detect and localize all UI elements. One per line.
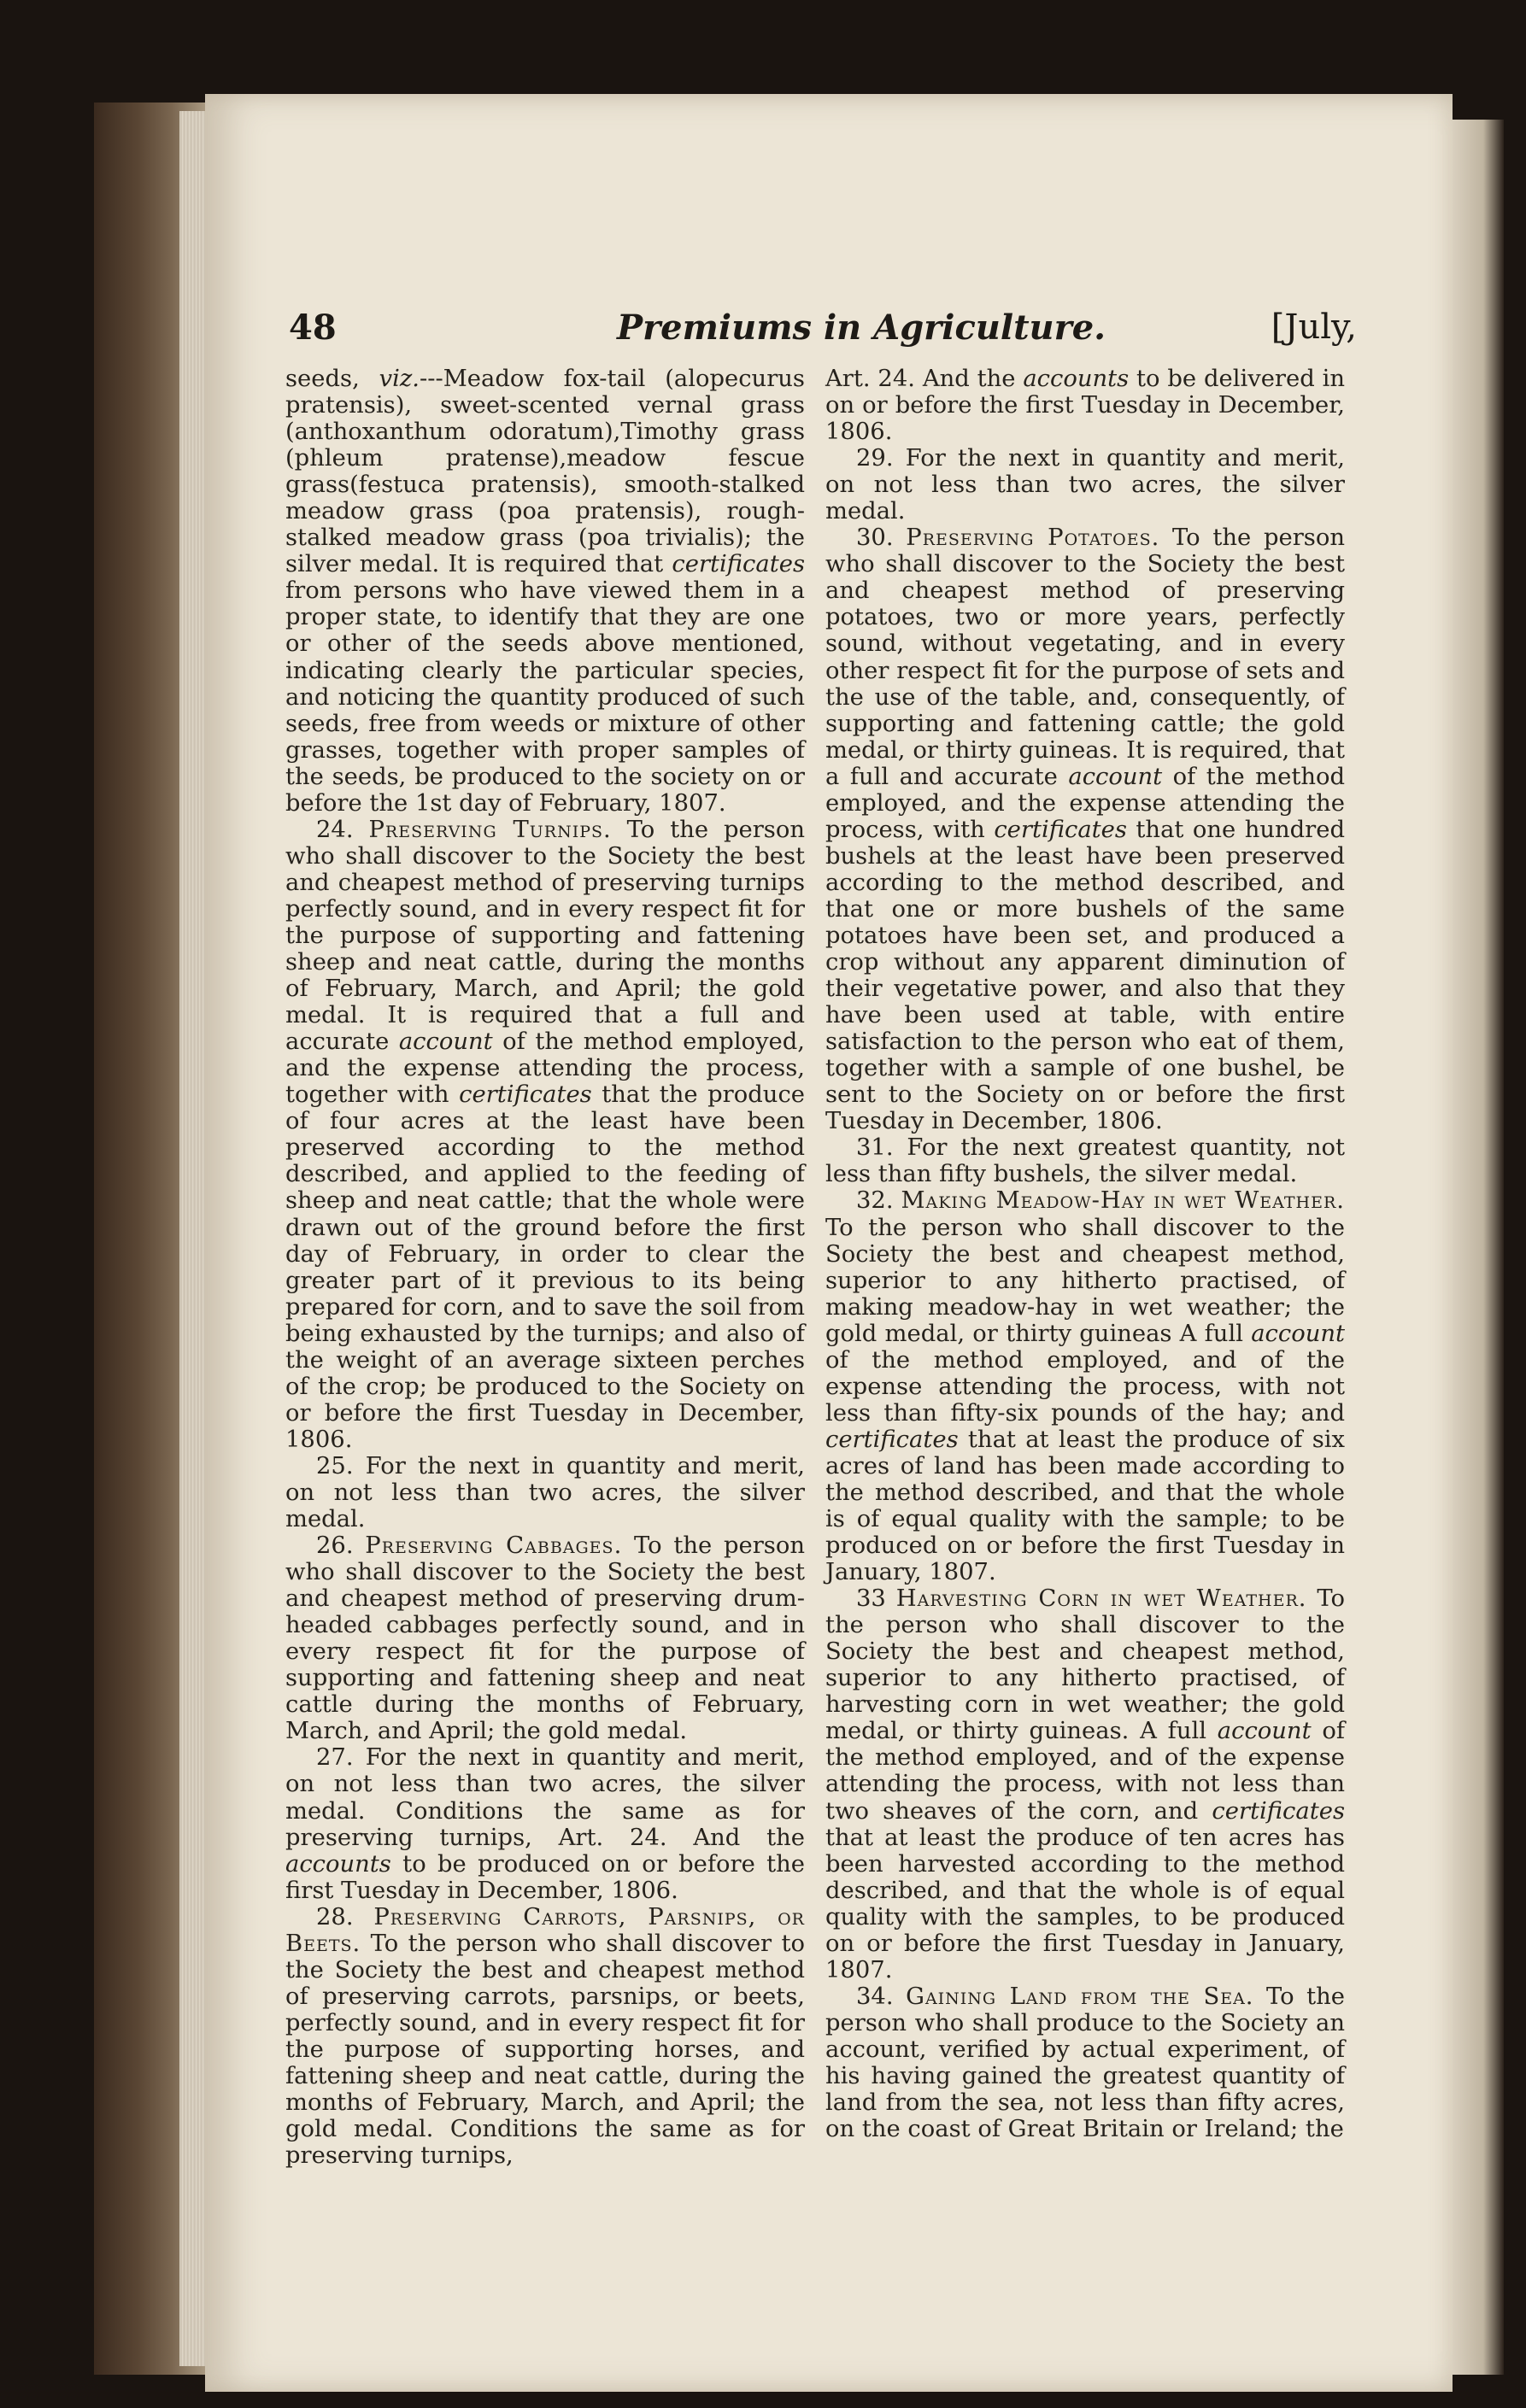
page-number: 48 [289,308,337,348]
text-run: 27. For the next in quantity and merit, on not less than two acres, the silver medal. Conditions the same as for preserving turnips, Art. 24. And the [285,1744,805,1851]
italic-text: certificates [994,816,1127,843]
italic-text: certificates [672,551,805,578]
text-run: 33 [856,1585,896,1613]
text-run: seeds, [285,366,379,392]
text-run: 31. For the next greatest quantity, not less than fifty bushels, the silver medal. [825,1134,1345,1188]
section-heading: Preserving Potatoes. [906,524,1160,552]
paragraph [825,1187,1345,1585]
text-run: To the person who shall discover to the Society the best and cheapest method, superior to any hitherto practised, of making meadow-hay in wet weather; the gold medal, or thirty guineas A full [825,1214,1345,1347]
italic-text: account [1217,1718,1312,1745]
text-run: 29. For the next in quantity and merit, on not less than two acres, the silver medal. [825,445,1345,525]
italic-text: certificates [825,1426,959,1453]
running-title: Premiums in Agriculture. [617,308,1106,348]
section-heading: Making Meadow-Hay in wet Weather. [901,1187,1345,1215]
text-run: 25. For the next in quantity and merit, on not less than two acres, the silver medal. [285,1452,805,1533]
section-heading: Harvesting Corn in wet Weather. [895,1585,1307,1613]
italic-text: account [398,1028,493,1056]
text-run: from persons who have viewed them in a proper state, to identify that they are one or other of the seeds above mentioned, indicating clearly the particular species, and noticing the quantity produced of such seeds, free from weeds or mixture of other grasses, together with proper samples of the seeds, be produced to the society on or before the 1st day of February, 1807. [285,577,805,817]
italic-text: accounts [285,1850,391,1878]
left-column [285,366,805,2169]
text-run: Art. 24. And the [825,366,1024,392]
italic-text: accounts [1023,366,1130,392]
text-run: that the produce of four acres at the least have been preserved according to the method described, and applied to the feeding of sheep and neat cattle; that the whole were drawn out of the ground before the first day of February, in order to clear the greater part of it previous to its being prepared for corn, and to save the soil from being exhausted by the turnips; and also of the weight of an average sixteen perches of the crop; be produced to the Society on or before the first Tuesday in December, 1806. [285,1081,805,1453]
italic-text: viz. [379,366,420,392]
text-run: that at least the produce of six acres of land has been made according to the method described, and that the whole is of equal quality with the sample; to be produced on or before the first Tuesday in January, 1807. [825,1426,1345,1586]
italic-text: account [1068,763,1163,790]
text-run: to be produced on or before the first Tuesday in December, 1806. [285,1850,805,1904]
paragraph [825,524,1345,1134]
text-run: of the method employed, and the expense attending the process, with [825,763,1345,843]
section-heading: Preserving Carrots, Parsnips, or Beets. [285,1903,805,1957]
section-heading: Preserving Turnips. [368,816,612,843]
right-column [825,366,1345,2142]
text-run: 32. [856,1187,901,1215]
paragraph [825,1134,1345,1187]
next-page-edge [1453,120,1504,2375]
text-run: To the person who shall discover to the Society the best and cheapest method of preserving potatoes, two or more years, perfectly sound, without vegetating, and in every other respect fit for the purpose of sets and the use of the table, and, consequently, of supporting and fattening cattle; the gold medal, or thirty guineas. It is required, that a full and accurate [825,524,1345,790]
paragraph [825,366,1345,445]
paragraph [285,817,805,1453]
text-run: of the method employed, and the expense attending the process, together with [285,1028,805,1109]
text-run: To the person who shall discover to the Society the best and cheapest method, superior to any hitherto practised, of harvesting corn in wet weather; the gold medal, or thirty guineas. A full [825,1585,1345,1745]
paragraph [285,1532,805,1744]
text-run: ---Meadow fox-tail (alopecurus pratensis), sweet-scented vernal grass (anthoxanthum odoratum),Timothy grass (phleum pratense),meadow fescue grass(festuca pratensis), smooth-stalked meadow grass (poa pratensis), rough-stalked meadow grass (poa trivialis); the silver medal. It is required that [285,366,805,578]
running-header [289,308,1357,359]
text-run: that one hundred bushels at the least have been preserved according to the method described, and that one or more bushels of the same potatoes have been set, and produced a crop without any apparent diminution of their vegetative power, and also that they have been used at table, with entire satisfaction to the person who eat of them, together with a sample of one bushel, be sent to the Society on or before the first Tuesday in December, 1806. [825,816,1345,1135]
paragraph [825,1983,1345,2142]
text-run: 26. [316,1532,366,1560]
text-run: 34. [856,1983,907,2010]
text-run: To the person who shall discover to the Society the best and cheapest method of preserving carrots, parsnips, or beets, perfectly sound, and in every respect fit for the purpose of supporting horses, and fattening sheep and neat cattle, during the months of February, March, and April; the gold medal. Conditions the same as for preserving turnips, [285,1930,805,2170]
text-run: 28. [316,1903,374,1931]
text-run: that at least the produce of ten acres has been harvested according to the method described, and that the whole is of equal quality with the samples, to be produced on or before the first Tuesday in January, 1807. [825,1824,1345,1983]
text-run: To the person who shall produce to the Society an account, verified by actual experiment, of his having gained the greatest quantity of land from the sea, not less than fifty acres, on the coast of Great Britain or Ireland; the [825,1983,1345,2143]
text-run: 30. [856,524,907,552]
text-run: To the person who shall discover to the Society the best and cheapest method of preserving drum-headed cabbages perfectly sound, and in every respect fit for the purpose of supporting and fattening sheep and neat cattle during the months of February, March, and April; the gold medal. [285,1532,805,1745]
text-run: 24. [316,816,369,843]
text-run: of the method employed, and of the expense attending the process, with not less than fifty-six pounds of the hay; and [825,1346,1345,1427]
text-run: To the person who shall discover to the Society the best and cheapest method of preserving turnips perfectly sound, and in every respect fit for the purpose of supporting and fattening sheep and neat cattle, during the months of February, March, and April; the gold medal. It is required that a full and accurate [285,816,805,1056]
paragraph [285,1453,805,1532]
section-heading: Preserving Cabbages. [365,1532,623,1560]
paragraph [825,445,1345,524]
paragraph [825,1585,1345,1983]
paragraph [285,1904,805,2169]
paragraph [285,1744,805,1903]
italic-text: account [1251,1320,1345,1347]
italic-text: certificates [459,1081,592,1109]
section-heading: Gaining Land from the Sea. [906,1983,1254,2010]
text-run: of the method employed, and of the expense attending the process, with not less than two sheaves of the corn, and [825,1718,1345,1825]
text-run: to be delivered in on or before the first Tuesday in December, 1806. [825,366,1345,446]
running-month: [July, [1271,308,1357,347]
paragraph [285,366,805,817]
italic-text: certificates [1212,1797,1345,1825]
